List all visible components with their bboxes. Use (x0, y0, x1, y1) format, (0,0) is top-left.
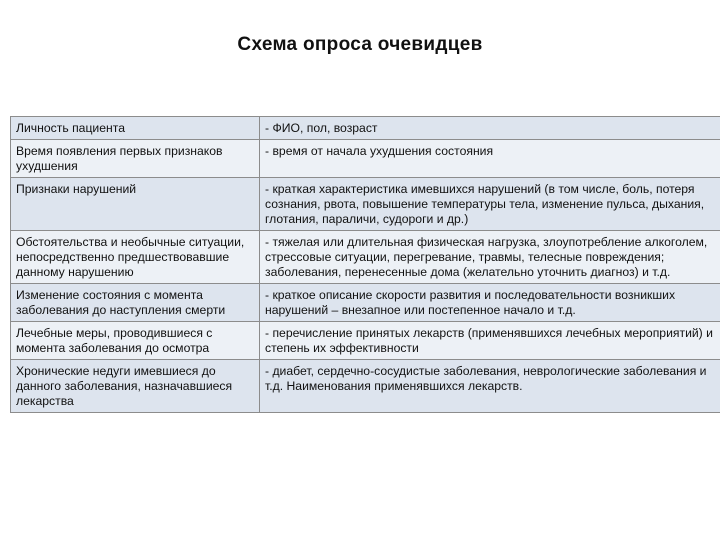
page-title: Схема опроса очевидцев (237, 34, 483, 55)
table-row (11, 178, 720, 231)
row-value: - краткое описание скорости развития и последовательности возникших нарушений – внезапное или постепенное начало и т.д. (260, 284, 720, 322)
table-row (11, 284, 720, 322)
row-label: Изменение состояния с момента заболевания до наступления смерти (11, 284, 260, 322)
row-label: Время появления первых признаков ухудшения (11, 140, 260, 178)
row-label: Хронические недуги имевшиеся до данного заболевания, назначавшиеся лекарства (11, 360, 260, 413)
table-row (11, 322, 720, 360)
row-value: - диабет, сердечно-сосудистые заболевания, неврологические заболевания и т.д. Наименования применявшихся лекарств. (260, 360, 720, 413)
table-row (11, 360, 720, 413)
table-row (11, 231, 720, 284)
row-value: - ФИО, пол, возраст (260, 117, 720, 140)
survey-table (10, 116, 720, 413)
row-value: - тяжелая или длительная физическая нагрузка, злоупотребление алкоголем, стрессовые ситуации, перегревание, травмы, телесные повреждения; заболевания, перенесенные дома (желательно уточнить диагноз) и т.д. (260, 231, 720, 284)
row-value: - время от начала ухудшения состояния (260, 140, 720, 178)
row-label: Лечебные меры, проводившиеся с момента заболевания до осмотра (11, 322, 260, 360)
row-value: - краткая характеристика имевшихся нарушений (в том числе, боль, потеря сознания, рвота, повышение температуры тела, изменение пульса, дыхания, глотания, параличи, судороги и др.) (260, 178, 720, 231)
table-row (11, 117, 720, 140)
row-label: Признаки нарушений (11, 178, 260, 231)
row-label: Обстоятельства и необычные ситуации, непосредственно предшествовавшие данному нарушению (11, 231, 260, 284)
row-label: Личность пациента (11, 117, 260, 140)
row-value: - перечисление принятых лекарств (применявшихся лечебных мероприятий) и степень их эффективности (260, 322, 720, 360)
table-row (11, 140, 720, 178)
